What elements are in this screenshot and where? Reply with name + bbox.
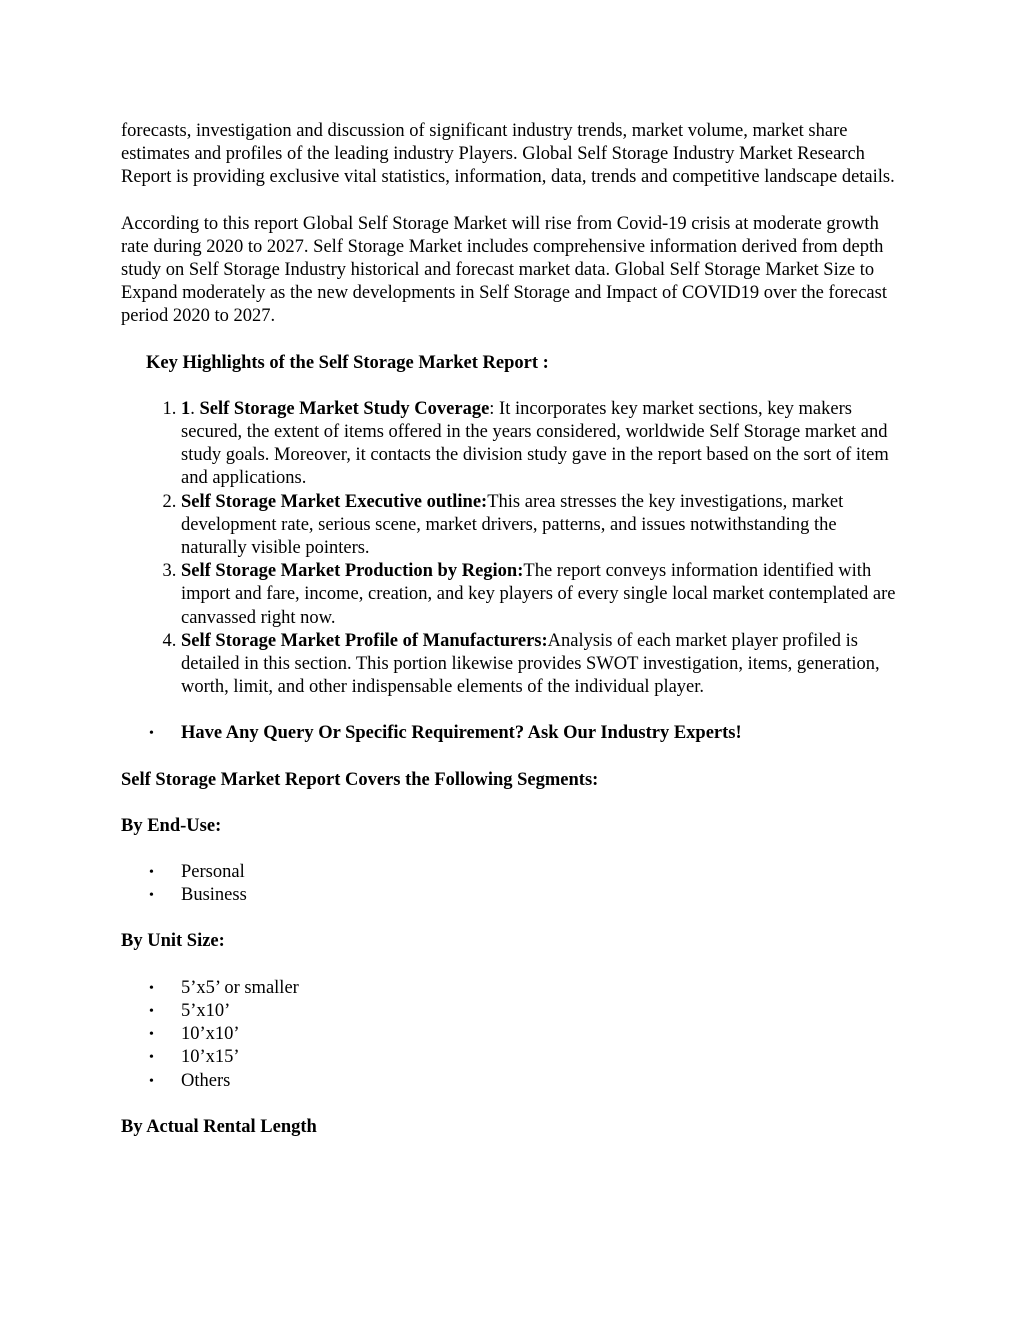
list-item: [149, 1023, 905, 1046]
end-use-list: [121, 861, 905, 907]
item-text: This area stresses the key investigations, market development rate, serious scene, market drivers, patterns, and issues notwithstanding the naturally visible pointers.: [181, 491, 844, 559]
list-item: [149, 1000, 905, 1023]
list-item-label: 5’x10’: [181, 1000, 231, 1021]
item-title: Self Storage Market Study Coverage: [199, 398, 490, 419]
list-item: [149, 977, 905, 1000]
item-text: Analysis of each market player profiled is detailed in this section. This portion likewise provides SWOT investigation, items, generation, worth, limit, and other indispensable elements of the individual player.: [181, 630, 880, 698]
list-item-label: 10’x10’: [181, 1024, 240, 1045]
list-item: [181, 630, 905, 700]
bullet-icon: •: [149, 1073, 154, 1089]
list-item: [149, 1046, 905, 1069]
bullet-icon: •: [149, 1003, 154, 1019]
unit-size-list: [121, 977, 905, 1093]
list-item-label: Personal: [181, 862, 245, 883]
list-item: [149, 1070, 905, 1093]
bullet-icon: •: [149, 1027, 154, 1043]
item-number-dot: .: [190, 398, 200, 419]
item-text: The report conveys information identified with import and fare, income, creation, and key players of every single local market contemplated are canvassed right now.: [181, 561, 896, 628]
list-item-label: 5’x5’ or smaller: [181, 977, 299, 998]
unit-size-heading: By Unit Size:: [121, 931, 225, 952]
intro-paragraph: forecasts, investigation and discussion of significant industry trends, market volume, market share estimates and profiles of the leading industry Players. Global Self Storage Industry Market Research Report is providing exclusive vital statistics, information, data, trends and competitive landscape details.: [121, 121, 895, 188]
list-item: [149, 722, 905, 745]
list-item-label: 10’x15’: [181, 1047, 240, 1068]
list-item: [181, 398, 905, 491]
list-item: [149, 861, 905, 884]
query-list: [121, 722, 905, 745]
bullet-icon: •: [149, 980, 154, 996]
list-item: [181, 491, 905, 561]
list-item-label: Others: [181, 1070, 231, 1091]
item-title: Self Storage Market Executive outline:: [181, 491, 488, 512]
segments-heading: Self Storage Market Report Covers the Following Segments:: [121, 769, 599, 790]
item-number: 1: [181, 398, 191, 419]
bullet-icon: •: [149, 1050, 154, 1066]
item-text: : It incorporates key market sections, key makers secured, the extent of items offered in the years considered, worldwide Self Storage market and study goals. Moreover, it contacts the division study gave in the report based on the sort of item and applications.: [181, 398, 889, 489]
key-highlights-list: [121, 398, 905, 700]
bullet-icon: •: [149, 726, 154, 742]
bullet-icon: •: [149, 865, 154, 881]
bullet-icon: •: [149, 888, 154, 904]
end-use-heading: By End-Use:: [121, 815, 222, 836]
item-title: Self Storage Market Profile of Manufacturers:: [181, 630, 548, 651]
rental-length-heading: By Actual Rental Length: [121, 1116, 317, 1137]
covid-paragraph: According to this report Global Self Storage Market will rise from Covid-19 crisis at moderate growth rate during 2020 to 2027. Self Storage Market includes comprehensive information derived from depth study on Self Storage Industry historical and forecast market data. Global Self Storage Market Size to Expand moderately as the new developments in Self Storage and Impact of COVID19 over the forecast period 2020 to 2027.: [121, 213, 887, 327]
list-item-label: Business: [181, 885, 247, 906]
item-title: Self Storage Market Production by Region:: [181, 561, 524, 582]
list-item: [149, 884, 905, 907]
document-page: [121, 120, 905, 1162]
query-link[interactable]: Have Any Query Or Specific Requirement? Ask Our Industry Experts!: [181, 723, 742, 744]
key-highlights-heading: Key Highlights of the Self Storage Market Report :: [146, 352, 549, 373]
list-item: [181, 560, 905, 630]
